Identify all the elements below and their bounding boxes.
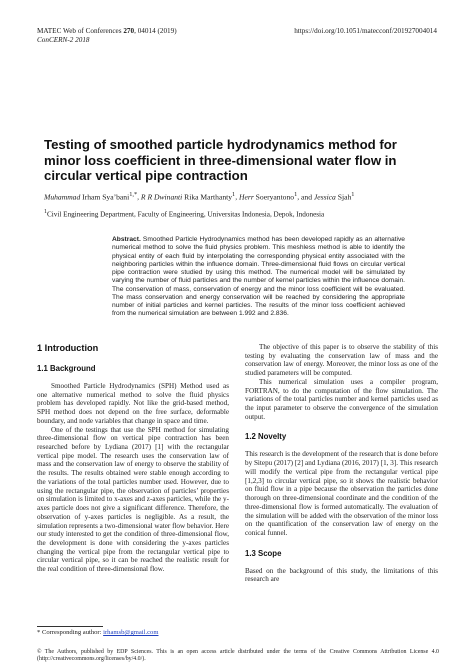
- conference-name: ConCERN-2 2018: [37, 36, 90, 44]
- section-heading-introduction: 1 Introduction: [37, 343, 99, 353]
- paragraph: Smoothed Particle Hydrodynamics (SPH) Method used as one alternative numerical method to solve the fluid physics problem has developed rapidly. Not like the grid-based method, SPH method does not depend on the free surface, deformable boundary, and node variables that change in space and time.: [37, 382, 229, 425]
- right-column: [245, 343, 438, 584]
- footnote-label: * Corresponding author:: [37, 629, 104, 636]
- subsection-heading-background: 1.1 Background: [37, 364, 96, 373]
- author-4-name: Sjah: [335, 192, 352, 202]
- paragraph: This numerical simulation uses a compiler program, FORTRAN, to do the computation of the flow simulation. The variations of the total particles number and kernel particles used as the input parameter to observe the convergence of the simulation output.: [245, 377, 438, 421]
- paragraph: One of the testings that use the SPH method for simulating three-dimensional flow on vertical pipe contraction has been researched before by Lydiana (2017) [1] with the rectangular vertical pipe model. The research uses the conservation law of mass and the conservation law of energy to observe the stability of the results. The results obtained were stable enough according to the variations of the total particles number used. However, due to using the rectangular pipe, the observation of particles’ properties on simulation is limited to x-axes and z-axes particles, while the y-axes particle does not give a significant difference. Therefore, the observation of y-axes particles is negligible. As a result, the simulation represents a two-dimensional water flow behavior. Here our study interested to get the condition of three-dimensional flow, the development is done with considering the y-axes particles changing the vertical pipe from the rectangular vertical pipe to circular vertical pipe, so it can be reached the realistic result for the real condition of three-dimensional flow.: [37, 425, 229, 574]
- left-column: [37, 343, 229, 574]
- affiliation-marker: 1: [44, 209, 47, 215]
- author-1-name: Irham Sya’bani: [80, 192, 130, 202]
- journal-line: [37, 27, 177, 36]
- footnote-rule: [37, 626, 103, 627]
- author-2-name: Rika Marthanty: [182, 192, 233, 202]
- footnote: [37, 629, 158, 637]
- author-1-affil: 1,*: [129, 191, 138, 198]
- author-3-given: , Herr: [235, 192, 254, 202]
- author-2-given: , R R Dwinanti: [137, 192, 183, 202]
- paragraph: The objective of this paper is to observe the stability of this testing by evaluating the conservation law of mass and the conservation law of energy. Moreover, the minor loss as one of the studied parameters will be computed.: [245, 343, 438, 378]
- affiliation-text: Civil Engineering Department, Faculty of Engineering, Universitas Indonesia, Depok, Indonesia: [47, 210, 325, 219]
- affiliation: [44, 208, 444, 219]
- article-number: , 04014 (2019): [134, 27, 177, 35]
- author-2-affil: 1: [232, 191, 236, 198]
- abstract: [112, 236, 405, 319]
- paragraph: Based on the background of this study, the limitations of this research are: [245, 566, 438, 584]
- subsection-heading-novelty: 1.2 Novelty: [245, 432, 287, 442]
- journal-volume: 270: [123, 27, 135, 35]
- license-notice: © The Authors, published by EDP Sciences. This is an open access article distributed under the terms of the Creative Commons Attribution License 4.0 (http://creativecommons.org/licenses/by/4.0/).: [37, 649, 439, 663]
- paragraph: This research is the development of the research that is done before by Sitepu (2017) [2] and Lydiana (2016, 2017) [1, 3]. This research will modify the vertical pipe from the rectangular vertical pipe [1,2,3] to circular vertical pipe, so it shows the realistic behavior on fluid flow in a pipe because the observation the particles done thorough on three-dimensional coordinate and the condition of the three-dimensional flow is formed automatically. The evaluation of the simulation will be added with the observation of the minor loss on the quantification of the conservation law of energy on the conical funnel.: [245, 450, 438, 537]
- author-1-given: Muhammad: [44, 192, 81, 202]
- author-4-given: Jessica: [313, 192, 336, 202]
- running-header: [37, 27, 177, 45]
- author-list: [44, 190, 444, 203]
- paper-title: Testing of smoothed particle hydrodynamics method for minor loss coefficient in three-dimensional water flow in circular vertical pipe contraction: [44, 137, 397, 184]
- doi-link[interactable]: https://doi.org/10.1051/matecconf/201927004014: [294, 27, 437, 35]
- author-3-affil: 1: [294, 191, 298, 198]
- author-4-affil: 1: [351, 191, 355, 198]
- author-email-link[interactable]: irhamsb@gmail.com: [103, 629, 159, 636]
- author-3-name: Soeryantono: [253, 192, 295, 202]
- author-separator: , and: [297, 192, 314, 202]
- journal-name: MATEC Web of Conferences: [37, 27, 124, 35]
- subsection-heading-scope: 1.3 Scope: [245, 548, 282, 558]
- abstract-text: Smoothed Particle Hydrodynamics method has been developed rapidly as an alternative numerical method to solve the fluid physics problem. This meshless method is able to identify the physical entity of each fluid by interpolating the corresponding physical entity associated with the neighboring particles within the influence domain. Three-dimensional fluid flows on circular vertical pipe contraction were studied by using this method. The numerical model will be simulated by varying the number of fluid particles and the number of kernel particles within the influence domain. The conservation of mass, conservation of energy and the minor loss coefficient will be evaluated. The mass conservation and energy conservation will be reached by considering the appropriate number of initial particles and kernel particles. The results of the minor loss coefficient achieved from the numerical simulation are between 1.992 and 2.836.: [112, 236, 405, 318]
- abstract-label: Abstract.: [112, 236, 141, 243]
